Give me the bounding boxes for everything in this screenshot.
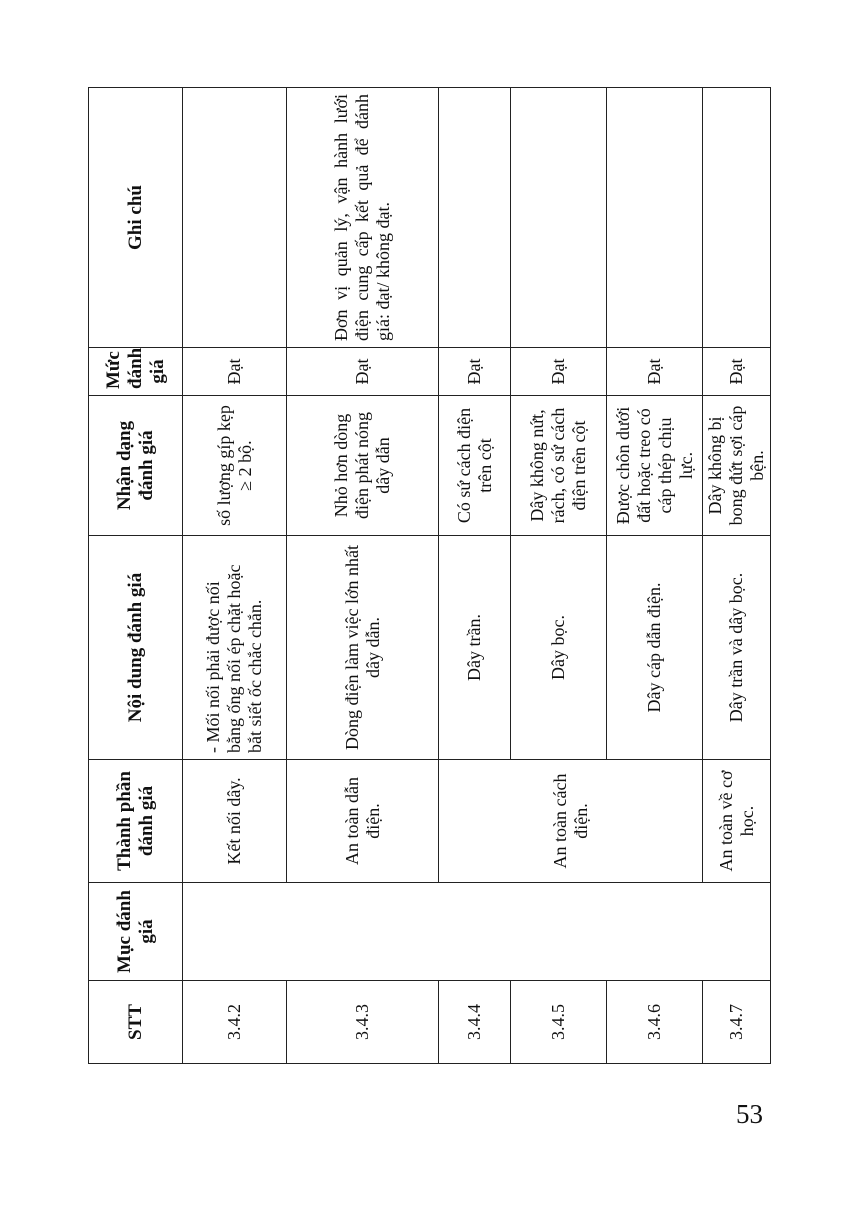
header-noi-dung: Nội dung đánh giá	[89, 536, 183, 760]
nhan-dang-cell: Nhỏ hơn dòng điện phát nóng dây dẫn	[287, 396, 439, 536]
stt-cell: 3.4.2	[183, 981, 287, 1064]
noi-dung-cell: Dây trần.	[439, 536, 511, 760]
thanh-phan-cell: An toàn cách điện.	[439, 760, 703, 883]
ghi-chu-cell: Đơn vị quản lý, vận hành lưới điện cung cấp kết quả để đánh giá: đạt/ không đạt.	[287, 88, 439, 348]
thanh-phan-cell: An toàn về cơ học.	[703, 760, 771, 883]
header-stt: STT	[89, 981, 183, 1064]
muc-danh-gia-cell: Đạt	[183, 348, 287, 396]
stt-cell: 3.4.5	[511, 981, 607, 1064]
header-thanh-phan: Thành phần đánh giá	[89, 760, 183, 883]
ghi-chu-cell	[607, 88, 703, 348]
header-muc-danh-gia: Mức đánh giá	[89, 348, 183, 396]
thanh-phan-cell: Kết nối dây.	[183, 760, 287, 883]
rotated-table-container	[88, 88, 770, 1064]
ghi-chu-cell	[511, 88, 607, 348]
noi-dung-cell: Dòng điện làm việc lớn nhất dây dẫn.	[287, 536, 439, 760]
muc-danh-gia-cell: Đạt	[703, 348, 771, 396]
nhan-dang-cell: Dây không nứt, rách, có sứ cách điện trên cột	[511, 396, 607, 536]
stt-cell: 3.4.3	[287, 981, 439, 1064]
nhan-dang-cell: Dây không bị bong đứt sợi cáp bện.	[703, 396, 771, 536]
page-number: 53	[736, 1099, 763, 1129]
table-row	[183, 88, 287, 1064]
thanh-phan-cell: An toàn dẫn điện.	[287, 760, 439, 883]
noi-dung-cell: - Mối nối phải được nối bằng ống nối ép chặt hoặc bắt siết ốc chắc chắn.	[183, 536, 287, 760]
muc-danh-gia-cell: Đạt	[439, 348, 511, 396]
noi-dung-cell: Dây trần và dây bọc.	[703, 536, 771, 760]
nhan-dang-cell: Có sứ cách điện trên cột	[439, 396, 511, 536]
ghi-chu-cell	[439, 88, 511, 348]
stt-cell: 3.4.7	[703, 981, 771, 1064]
muc-danh-gia-cell: Đạt	[607, 348, 703, 396]
ghi-chu-cell	[703, 88, 771, 348]
muc-cell	[183, 883, 771, 981]
muc-danh-gia-cell: Đạt	[511, 348, 607, 396]
nhan-dang-cell: Được chôn dưới đất hoặc treo có cáp thép chịu lực.	[607, 396, 703, 536]
header-ghi-chu: Ghi chú	[89, 88, 183, 348]
stt-cell: 3.4.4	[439, 981, 511, 1064]
ghi-chu-cell	[183, 88, 287, 348]
evaluation-table	[88, 87, 771, 1064]
noi-dung-cell: Dây bọc.	[511, 536, 607, 760]
muc-danh-gia-cell: Đạt	[287, 348, 439, 396]
header-muc: Mục đánh giá	[89, 883, 183, 981]
nhan-dang-cell: số lượng gíp kẹp ≥ 2 bộ.	[183, 396, 287, 536]
stt-cell: 3.4.6	[607, 981, 703, 1064]
header-nhan-dang: Nhận dạng đánh giá	[89, 396, 183, 536]
noi-dung-cell: Dây cáp dẫn điện.	[607, 536, 703, 760]
header-row	[89, 88, 183, 1064]
